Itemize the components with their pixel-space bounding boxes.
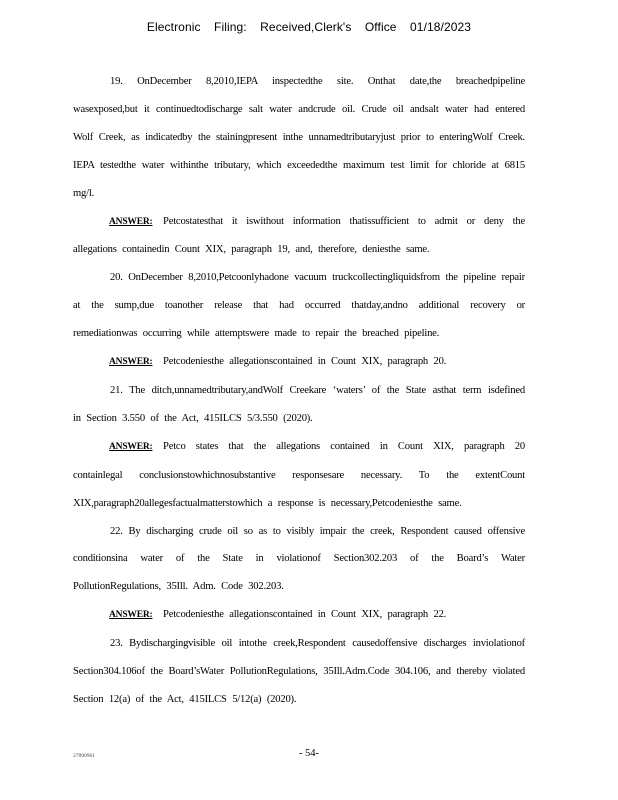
- paragraph-22: 22. By discharging crude oil so as to visibly impair the creek, Respondent caused offensive conditionsina water of the State in violationof Section302.203 of the Board’s Water PollutionRegulations, 35Ill. Adm. Code 302.203.: [73, 525, 525, 593]
- answer-21: [73, 433, 525, 518]
- paragraph-21: 21. The ditch,unnamedtributary,andWolf Creekare ‘waters’ of the State asthat term isdefined in Section 3.550 of the Act, 415ILCS 5/3.550 (2020).: [73, 384, 525, 424]
- answer-label: ANSWER:: [109, 357, 153, 368]
- answer-label: ANSWER:: [109, 441, 153, 452]
- paragraph-19: 19. OnDecember 8,2010,IEPA inspectedthe site. Onthat date,the breachedpipeline wasexposed,but it continuedtodischarge salt water andcrude oil. Crude oil andsalt water had entered Wolf Creek, as indicatedby the stainingpresent inthe unnamedtributaryjust prior to enteringWolf Creek. IEPA testedthe water withinthe tributary, which exceededthe maximum test limit for chloride at 6815 mg/l.: [73, 76, 525, 199]
- answer-20: [73, 348, 525, 377]
- paragraph-23: 23. Bydischargingvisible oil intothe creek,Respondent causedoffensive discharges inviolationof Section304.106of the Board’sWater PollutionRegulations, 35Ill.Adm.Code 304.106, and thereby violated Section 12(a) of the Act, 415ILCS 5/12(a) (2020).: [73, 638, 525, 705]
- document-body: [73, 68, 525, 714]
- answer-text: Petcodeniesthe allegationscontained in Count XIX, paragraph 22.: [163, 609, 447, 621]
- paragraph-20: 20. OnDecember 8,2010,Petcoonlyhadone vacuum truckcollectingliquidsfrom the pipeline repair at the sump,due toanother release that had occurred thatday,andno additional recovery or remediationwas occurring while attemptswere made to repair the breached pipeline.: [73, 272, 525, 340]
- answer-text: Petco states that the allegations contained in Count XIX, paragraph 20 containlegal conclusionstowhichnosubstantive responsesare necessary. To the extentCount XIX,paragraph20allegesfactualmatterstowhich a response is necessary,Petcodeniesthe same.: [73, 440, 525, 509]
- answer-22: [73, 601, 525, 630]
- answer-label: ANSWER:: [109, 216, 153, 227]
- answer-text: Petcodeniesthe allegationscontained in Count XIX, paragraph 20.: [163, 356, 447, 368]
- page-number: - 54-: [298, 748, 320, 759]
- answer-label: ANSWER:: [109, 610, 153, 621]
- answer-text: Petcostatesthat it iswithout information thatissufficient to admit or deny the allegations containedin Count XIX, paragraph 19, and, therefore, deniesthe same.: [73, 215, 525, 256]
- filing-header: Electronic Filing: Received,Clerk's Office 01/18/2023: [146, 20, 472, 34]
- document-id: 27890961: [73, 753, 95, 759]
- answer-19: [73, 208, 525, 265]
